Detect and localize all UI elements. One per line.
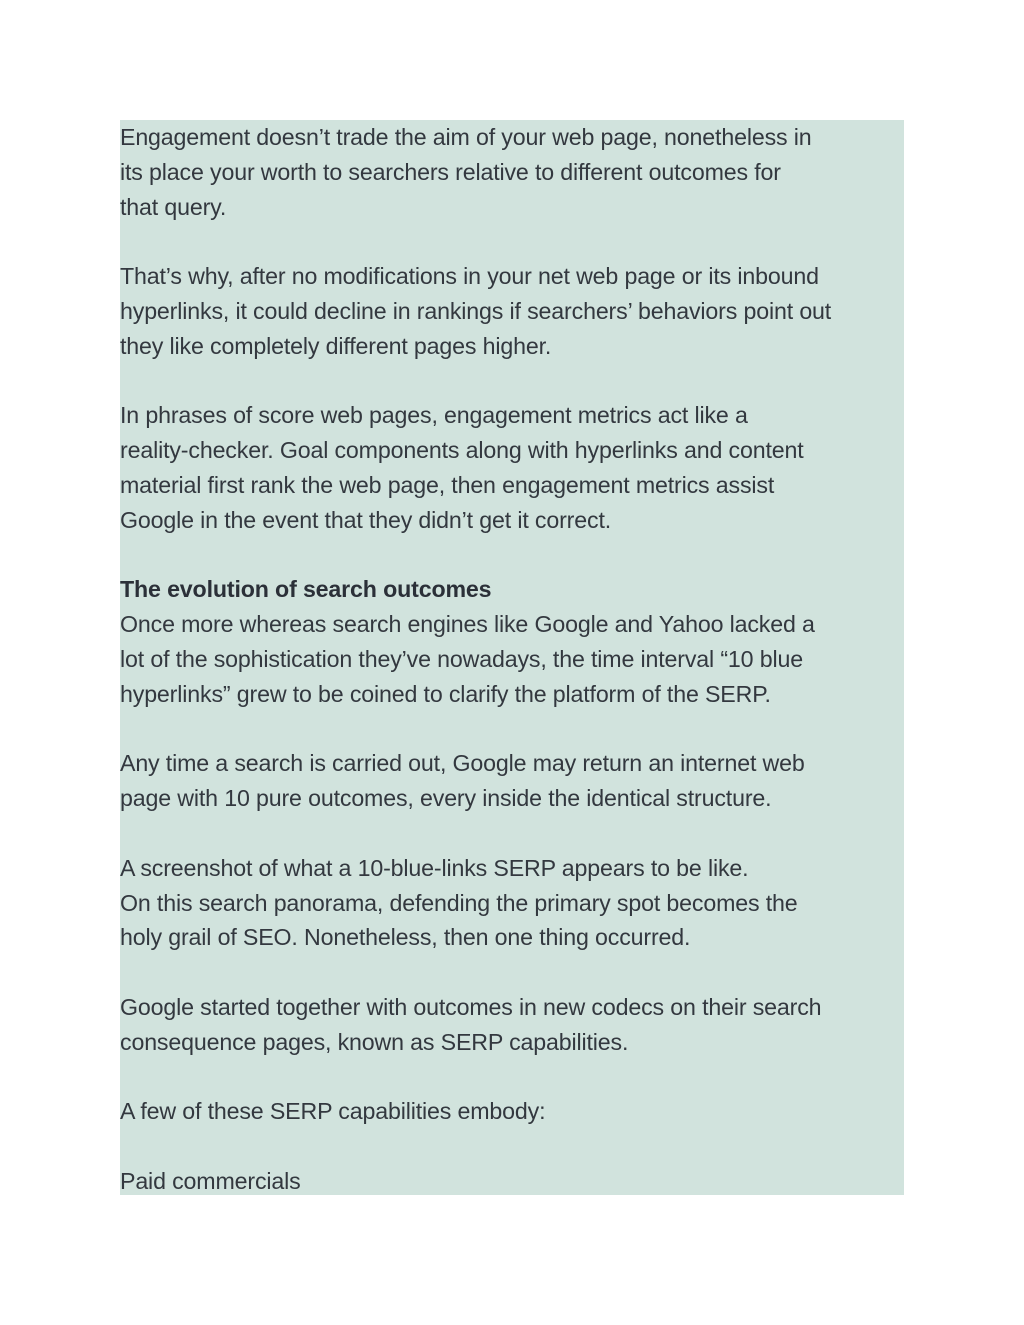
paragraph-spacer: [120, 955, 904, 990]
paragraph-engagement-aim: Engagement doesn’t trade the aim of your web page, nonetheless in its place your worth to searchers relative to different outcomes for that query.: [120, 124, 812, 220]
paragraph-pure-outcomes: Any time a search is carried out, Google may return an internet web page with 10 pure outcomes, every inside the identical structure.: [120, 750, 805, 812]
paragraph-rankings-decline: That’s why, after no modifications in your net web page or its inbound hyperlinks, it could decline in rankings if searchers’ behaviors point out they like completely different pages higher.: [120, 263, 832, 359]
paragraph-reality-checker: In phrases of score web pages, engagement metrics act like a reality-checker. Goal components along with hyperlinks and content material first rank the web page, then engagement metrics assist Google in the event that they didn’t get it correct.: [120, 402, 804, 533]
paragraph-spacer: [120, 538, 904, 573]
paragraph-capabilities-intro: A few of these SERP capabilities embody:: [120, 1098, 546, 1125]
highlighted-text-block: [120, 120, 904, 1195]
paragraph-spacer: [120, 364, 904, 399]
paragraph-paid-commercials: Paid commercials: [120, 1167, 301, 1194]
paragraph-ten-blue-links: Once more whereas search engines like Google and Yahoo lacked a lot of the sophistication they’ve nowadays, the time interval “10 blue hyperlinks” grew to be coined to clarify the platform of the SERP.: [120, 611, 815, 707]
section-heading: The evolution of search outcomes: [120, 576, 492, 603]
paragraph-serp-screenshot: A screenshot of what a 10-blue-links SERP appears to be like. On this search panorama, defending the primary spot becomes the holy grail of SEO. Nonetheless, then one thing occurred.: [120, 854, 798, 951]
paragraph-spacer: [120, 712, 904, 747]
paragraph-spacer: [120, 1060, 904, 1095]
paragraph-spacer: [120, 224, 904, 259]
paragraph-spacer: [120, 816, 904, 851]
paragraph-serp-capabilities: Google started together with outcomes in new codecs on their search consequence pages, known as SERP capabilities.: [120, 993, 822, 1055]
paragraph-spacer: [120, 1129, 904, 1164]
